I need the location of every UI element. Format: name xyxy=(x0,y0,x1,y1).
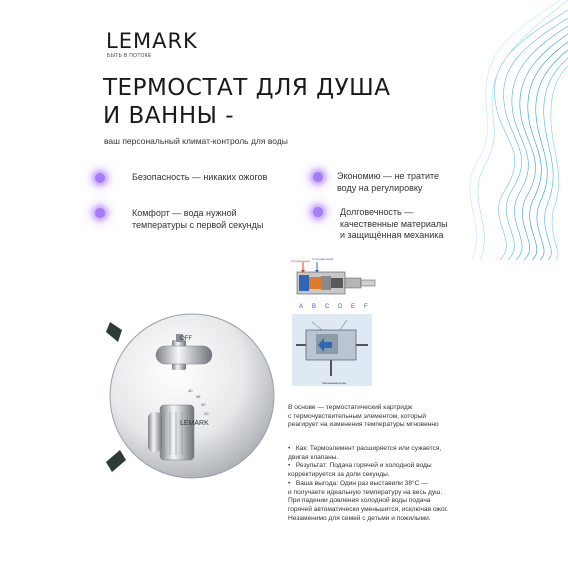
bullet-item xyxy=(288,480,448,524)
bullet-item xyxy=(288,445,448,462)
mixed-water-label: Смешанная вода xyxy=(322,381,346,385)
text-line: В основе — термостатический картридж xyxy=(288,404,413,411)
page-subtitle: ваш персональный климат-контроль для воды xyxy=(104,136,288,146)
feature-text: Долговечность — xyxy=(340,207,414,217)
text-line: Как: Термоэлемент расширяется или сужается, xyxy=(295,445,442,452)
handle-label: OFF xyxy=(180,336,192,342)
diagram-letter-a: A xyxy=(299,304,304,310)
cartridge-diagram xyxy=(289,256,379,311)
description-intro xyxy=(288,404,439,430)
text-line: корректируется за доли секунды. xyxy=(288,471,390,479)
feature-economy xyxy=(337,171,439,194)
text-line: Незаменимо для семей с детьми и пожилыми. xyxy=(288,514,431,522)
text-line: реагирует на изменения температуры мгновенно xyxy=(288,421,439,429)
diagram-letter-f: F xyxy=(364,304,368,310)
text-line: Результат: Подача горячей и холодной воды xyxy=(295,462,432,470)
cold-water-label: Холодная вода xyxy=(312,257,334,261)
feature-text: качественные материалы xyxy=(340,218,448,229)
feature-glow-icon xyxy=(95,173,105,183)
feature-text: Комфорт — вода нужной xyxy=(132,208,237,218)
diagram-letter-c: C xyxy=(325,304,330,310)
title-line-1: ТЕРМОСТАТ ДЛЯ ДУША xyxy=(103,75,391,101)
bullet-marker: • xyxy=(288,445,296,452)
feature-text: температуры с первой секунды xyxy=(132,219,264,230)
diagram-letter-b: B xyxy=(312,304,317,310)
logo-tagline: БЫТЬ В ПОТОКЕ xyxy=(107,53,152,59)
bullet-item xyxy=(288,462,448,479)
feature-text: Безопасность — никаких ожогов xyxy=(132,172,268,182)
text-line: и получаете идеальную температуру на весь душ. xyxy=(288,488,443,496)
feature-glow-icon xyxy=(313,207,323,217)
feature-comfort xyxy=(132,208,263,231)
text-line: При падении довления холодной воды подача xyxy=(288,497,431,505)
diagram-letter-d: D xyxy=(338,304,343,310)
svg-text:30: 30 xyxy=(201,402,206,407)
text-line: Ваша выгода: Один раз выставили 38°C — xyxy=(295,479,428,487)
feature-text: и защищённая механика xyxy=(340,230,444,240)
brand-logo xyxy=(106,30,198,59)
text-line: горячей автоматически уменьшится, исключая ожог. xyxy=(288,505,449,513)
svg-text:36: 36 xyxy=(196,394,201,399)
product-brand-label: LEMARK xyxy=(180,420,209,427)
feature-text: воду на регулировку xyxy=(337,182,423,193)
text-line: двигая клапаны. xyxy=(288,453,339,461)
text-line: с термочувствительным элементом, который xyxy=(288,412,427,420)
feature-durability xyxy=(340,207,448,242)
logo-text: LEMARK xyxy=(106,29,198,53)
description-bullets xyxy=(288,445,448,523)
feature-glow-icon xyxy=(95,208,105,218)
bullet-marker: • xyxy=(288,479,296,487)
thermostat-mixer-image xyxy=(100,300,275,485)
feature-glow-icon xyxy=(313,172,323,182)
flow-diagram xyxy=(292,314,372,386)
title-line-2: И ВАННЫ - xyxy=(103,103,235,129)
svg-text:40: 40 xyxy=(188,388,193,393)
page-title xyxy=(103,74,390,130)
svg-text:20: 20 xyxy=(204,411,209,416)
bullet-marker: • xyxy=(288,462,296,470)
hot-water-label: Горячая вода xyxy=(291,259,310,263)
diagram-letter-e: E xyxy=(351,304,356,310)
feature-text: Экономию — не тратите xyxy=(337,171,440,181)
feature-safety xyxy=(132,172,267,184)
